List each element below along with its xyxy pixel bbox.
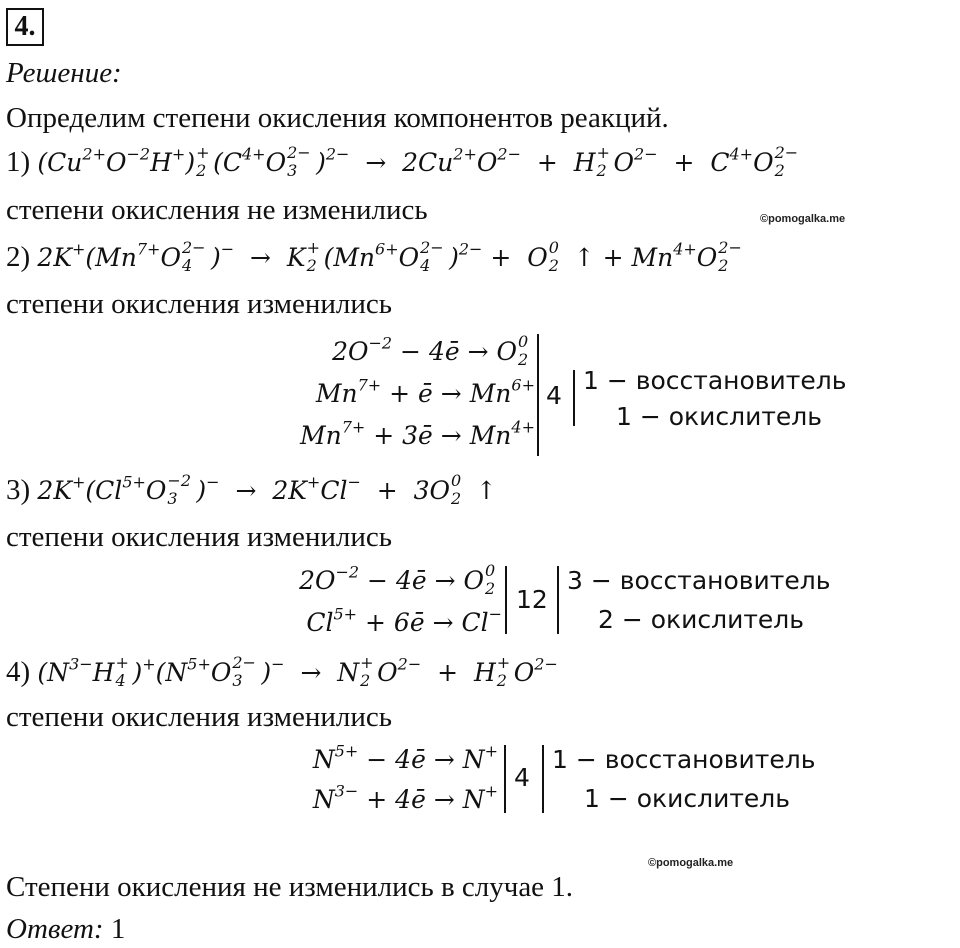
reaction-2-number: 2) <box>6 241 31 273</box>
reaction-3-half-equations: $2O^{-2}$ − 4ē → O 0 2 $Cl^{5+}$ + 6ē → Cl− <box>299 561 502 637</box>
reaction-1-number: 1) <box>6 146 31 178</box>
answer-value: 1 <box>110 913 126 945</box>
reaction-3-verdict: степени окисления изменились <box>6 521 392 553</box>
reaction-4-half-equations: $N^{5+}$ − 4ē → N+ $N^{3-}$ + 4ē → N+ <box>312 741 498 814</box>
reaction-3-divider-left <box>505 566 507 634</box>
answer-label: Ответ: <box>6 913 104 945</box>
watermark-top: ©pomogalka.me <box>760 213 846 225</box>
intro-text: Определим степени окисления компонентов реакций. <box>6 102 669 134</box>
reaction-4-oxidant: 1 − окислитель <box>584 784 791 813</box>
reaction-3-multiplier: 12 <box>516 585 548 614</box>
reaction-4-reductant: 1 − восстановитель <box>552 745 816 774</box>
reaction-1-equation: 1) $(Cu^{2+}O^{-2}H^+)$ + 2 ($C^{4+}O$ 2− 3 )$^{2-} \to 2Cu^{2+}O^{2-} + H$ + 2 $O^{2-} + C^{4+}O$ 2− 2 <box>6 143 799 180</box>
reaction-3-oxidant: 2 − окислитель <box>598 605 805 634</box>
reaction-3-divider-right <box>557 566 559 634</box>
reaction-3-reductant: 3 − восстановитель <box>567 566 831 595</box>
answer-line <box>6 912 125 946</box>
reaction-3-equation: 3) $2K^+(Cl^{5+}O$ −2 3 )− → 2K+Cl− + 3O 0 2 ↑ <box>6 471 497 508</box>
task-number-box: 4. <box>6 8 44 46</box>
reaction-2-oxidant: 1 − окислитель <box>616 402 823 431</box>
reaction-2-multiplier: 4 <box>546 381 562 410</box>
reaction-4-equation: 4) ($N^{3-}H$ + 4 )$^+(N^{5+}O$ 2− 3 )− → N + 2 $O^{2-} + H$ + 2 $O^{2-}$ <box>6 653 558 690</box>
reaction-2-equation: 2) $2K^+(Mn^{7+}O$ 2− 4 )− → K + 2 ($Mn^{6+}O$ 2− 4 )$^{2-}$ + O 0 2 ↑ + $Mn^{4+}O$ 2− 2 <box>6 238 742 275</box>
reaction-2-divider-right <box>573 370 575 426</box>
reaction-2-reductant: 1 − восстановитель <box>583 366 847 395</box>
reaction-2-divider-left <box>537 334 539 456</box>
reaction-3-number: 3) <box>6 474 31 506</box>
reaction-1-verdict: степени окисления не изменились <box>6 194 428 226</box>
reaction-4-multiplier: 4 <box>514 763 530 792</box>
reaction-4-verdict: степени окисления изменились <box>6 701 392 733</box>
reaction-2-half-equations: $2O^{-2}$ − 4ē → O 0 2 $Mn^{7+}$ + ē → $Mn^{6+}$ $Mn^{7+}$ + 3ē → $Mn^{4+}$ <box>300 332 535 450</box>
reaction-4-number: 4) <box>6 656 31 688</box>
reaction-4-divider-left <box>504 745 506 813</box>
solution-label: Решение: <box>6 57 122 89</box>
reaction-2-verdict: степени окисления изменились <box>6 288 392 320</box>
conclusion-text: Степени окисления не изменились в случае 1. <box>6 871 574 903</box>
watermark-bottom: ©pomogalka.me <box>648 857 734 869</box>
reaction-4-divider-right <box>542 745 544 813</box>
